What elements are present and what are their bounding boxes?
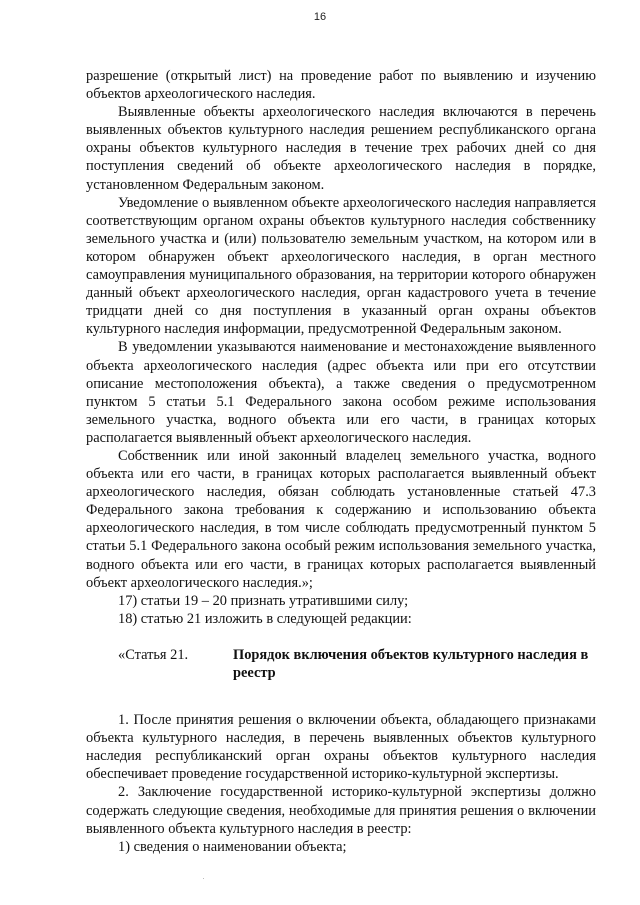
article-title: Порядок включения объектов культурного наследия в реестр: [233, 646, 589, 681]
paragraph: В уведомлении указываются наименование и местонахождение выявленного объекта археологического наследия (адрес объекта или при его отсутствии описание местоположения объекта), а также сведения о предусмотренном пунктом 5 статьи 5.1 Федерального закона особом режиме использования земельного участка, водного объекта или его части, в границах которых располагается выявленный объект археологического наследия.: [86, 339, 596, 446]
paragraph: разрешение (открытый лист) на проведение работ по выявлению и изучению объектов археологического наследия.: [86, 68, 596, 103]
page-number: 16: [313, 11, 327, 23]
list-item: 17) статьи 19 – 20 признать утратившими силу;: [118, 592, 409, 609]
paragraph: Уведомление о выявленном объекте археологического наследия направляется соответствующим органом охраны объектов культурного наследия собственнику земельного участка и (или) пользователю земельным участком, на котором или в котором обнаружен объект археологического наследия, в орган местного самоуправления муниципального образования, на территории которого обнаружен данный объект археологического наследия, орган кадастрового учета в течение тридцати дней со дня поступления в указанный орган охраны объектов культурного наследия информации, предусмотренной Федеральным законом.: [86, 194, 596, 338]
article-heading: [86, 646, 596, 682]
list-item: 18) статью 21 изложить в следующей редакции:: [118, 610, 412, 627]
paragraph: 1. После принятия решения о включении объекта, обладающего признаками объекта культурного наследия, в перечень выявленных объектов культурного наследия республиканский орган охраны объектов культурного наследия обеспечивает проведение государственной историко-культурной экспертизы.: [86, 712, 596, 783]
paragraph: Собственник или иной законный владелец земельного участка, водного объекта или его части, в границах которых располагается выявленный объект археологического наследия, обязан соблюдать установленные статьей 47.3 Федерального закона требования к содержанию и использованию объекта археологического наследия, в том числе соблюдать предусмотренный пунктом 5 статьи 5.1 Федерального закона особый режим использования земельного участка, водного объекта или его части, в границах которых располагается выявленный объект археологического наследия.»;: [86, 447, 596, 591]
paragraph: Выявленные объекты археологического наследия включаются в перечень выявленных объектов культурного наследия решением республиканского органа охраны объектов культурного наследия в течение трех рабочих дней со дня поступления сведений об объекте археологического наследия в порядке, установленном Федеральным законом.: [86, 104, 596, 193]
scan-speck: [203, 878, 204, 879]
document-body: [86, 67, 596, 856]
article-label: «Статья 21.: [118, 646, 189, 663]
list-item: 1) сведения о наименовании объекта;: [118, 838, 347, 855]
paragraph: 2. Заключение государственной историко-культурной экспертизы должно содержать следующие сведения, необходимые для принятия решения о включении выявленного объекта культурного наследия в реестр:: [86, 784, 596, 837]
